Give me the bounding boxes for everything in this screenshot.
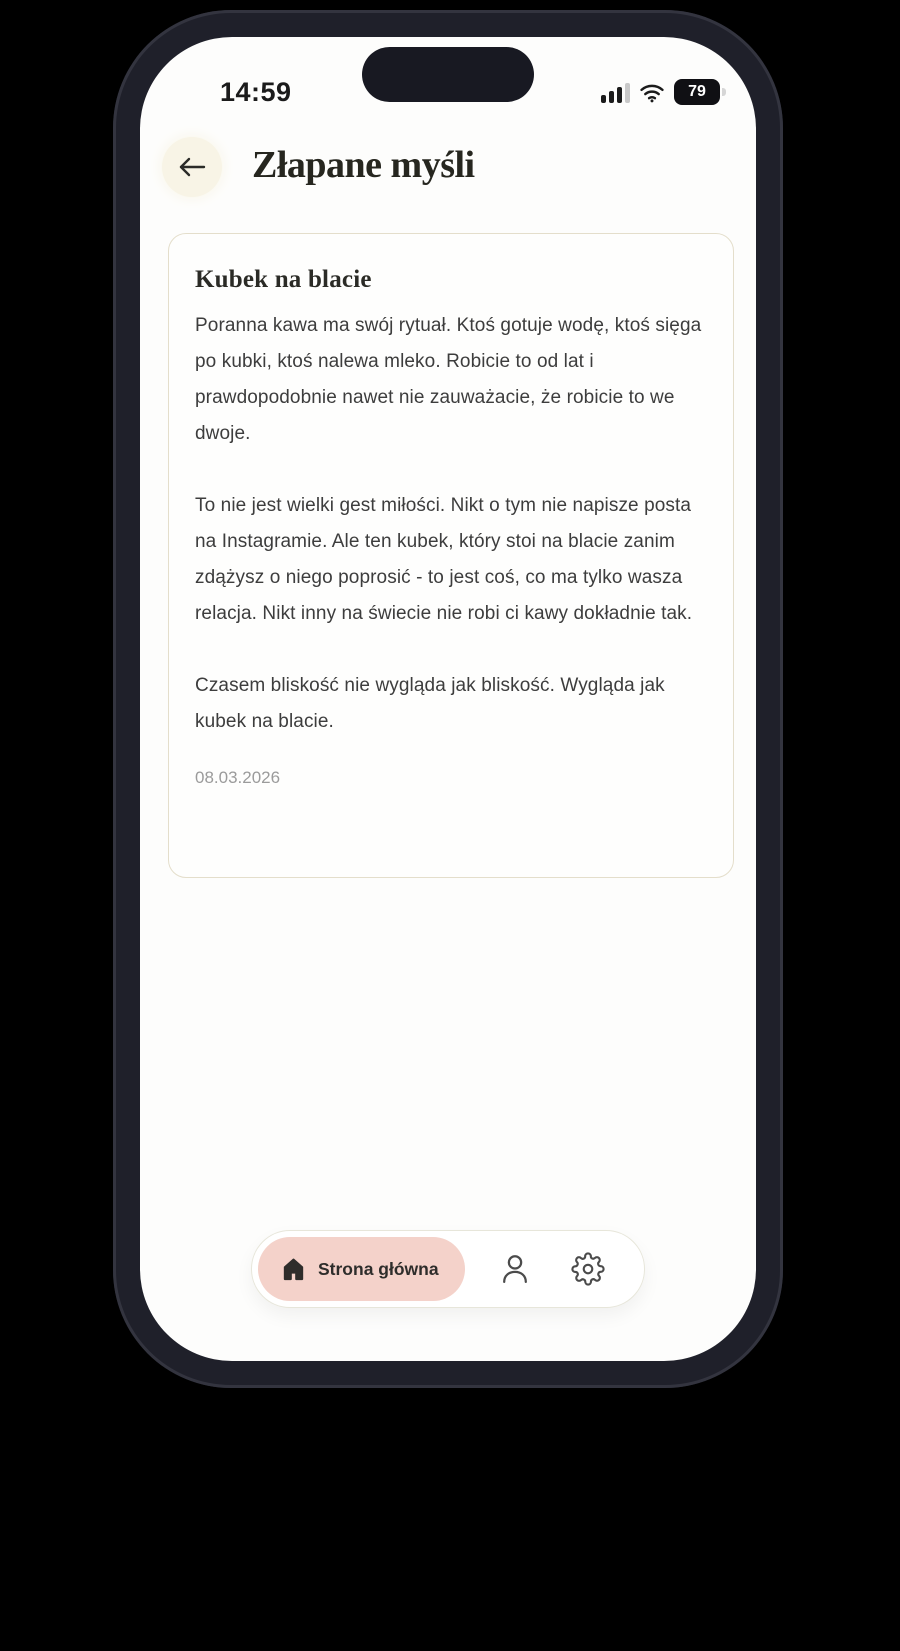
nav-profile-button[interactable] [493,1247,537,1291]
cellular-signal-icon [601,82,631,103]
home-icon [280,1256,307,1283]
phone-screen [140,37,756,1361]
wifi-icon [639,82,665,103]
note-date: 08.03.2026 [195,768,281,787]
battery-indicator: 79 [674,79,720,105]
gear-icon [571,1252,605,1286]
note-card [168,233,734,878]
nav-home-label: Strona główna [318,1258,439,1279]
phone-frame [113,10,783,1388]
page-header [140,137,756,237]
note-paragraph-2: To nie jest wielki gest miłości. Nikt o tym nie napisze posta na Instagramie. Ale ten kubek, który stoi na blacie zanim zdążysz o niego poprosić - to jest coś, co ma tylko wasza relacja. Nikt inny na świecie nie robi ci kawy dokładnie tak. [195,495,693,624]
bottom-nav [251,1230,645,1308]
note-title: Kubek na blacie [195,266,372,293]
arrow-left-icon [176,154,208,180]
status-icons [601,79,721,105]
nav-secondary-items [465,1247,638,1291]
status-time: 14:59 [220,77,292,107]
status-bar [140,37,756,147]
note-paragraph-3: Czasem bliskość nie wygląda jak bliskość. Wygląda jak kubek na blacie. [195,675,665,732]
person-icon [497,1251,533,1287]
back-button[interactable] [162,137,222,197]
nav-home-button[interactable] [258,1237,465,1301]
dynamic-island [362,47,534,102]
page-title: Złapane myśli [252,144,475,186]
nav-settings-button[interactable] [566,1247,610,1291]
note-paragraph-1: Poranna kawa ma swój rytuał. Ktoś gotuje wodę, ktoś sięga po kubki, ktoś nalewa mleko. Robicie to od lat i prawdopodobnie nawet nie zauważacie, że robicie to we dwoje. [195,315,702,444]
